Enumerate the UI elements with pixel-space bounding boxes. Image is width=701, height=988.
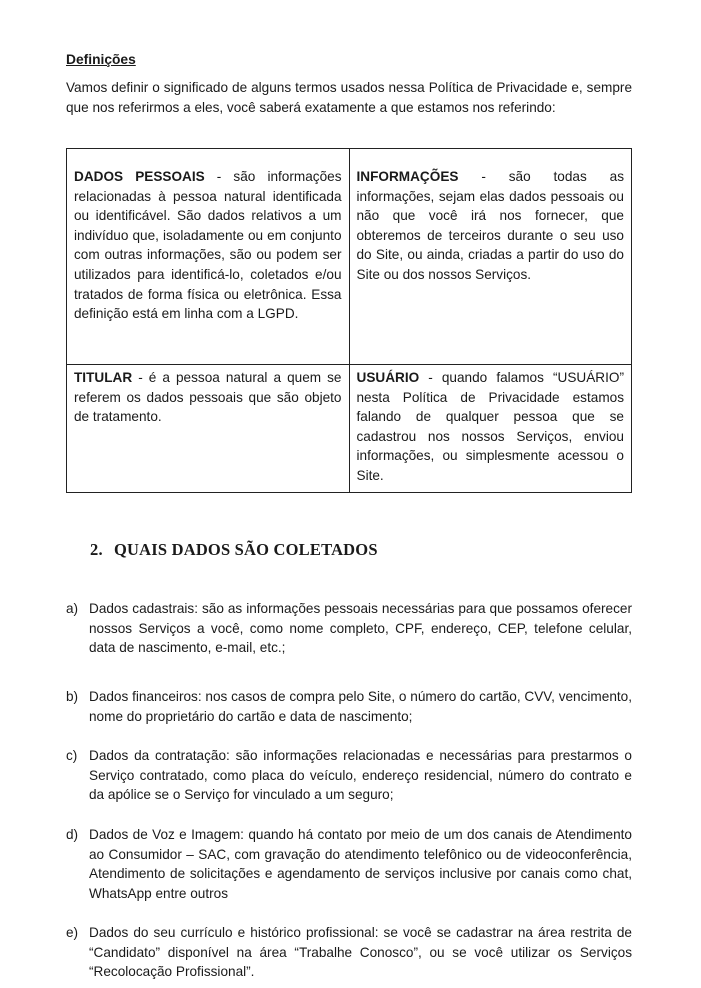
definition-cell-titular xyxy=(67,365,350,493)
list-item-letter: a) xyxy=(66,601,79,616)
list-item-letter: d) xyxy=(66,827,79,842)
section-number: 2. xyxy=(90,540,103,559)
list-item-letter: c) xyxy=(66,748,78,763)
list-item xyxy=(66,825,632,903)
list-item-text: Dados cadastrais: são as informações pessoais necessárias para que possamos oferecer nossos Serviços a você, como nome completo, CPF, endereço, CEP, telefone celular, data de nascimento, e-mail, etc.; xyxy=(89,601,632,656)
term-definition: - são informações relacionadas à pessoa natural identificada ou identificável. São dados relativos a um indivíduo que, isoladamente ou em conjunto com outras informações, são ou podem ser utilizados para identificá-lo, coletados e/ou tratados de forma física ou eletrônica. Essa definição está em linha com a LGPD. xyxy=(74,169,342,322)
definition-cell-dados-pessoais xyxy=(67,149,350,365)
list-item xyxy=(66,746,632,805)
list-item-text: Dados da contratação: são informações relacionadas e necessárias para prestarmos o Serviço contratado, como placa do veículo, endereço residencial, número do contrato e da apólice se o Serviço for vinculado a um seguro; xyxy=(89,748,632,803)
definitions-heading: Definições xyxy=(66,52,136,67)
term-label: DADOS PESSOAIS xyxy=(74,169,205,184)
list-item-text: Dados de Voz e Imagem: quando há contato por meio de um dos canais de Atendimento ao Consumidor – SAC, com gravação do atendimento telefônico ou de videoconferência, Atendimento de solicitações e agendamento de serviços inclusive por canais como chat, WhatsApp entre outros xyxy=(89,827,632,901)
term-definition: - é a pessoa natural a quem se referem os dados pessoais que são objeto de tratamento. xyxy=(74,370,342,425)
table-row xyxy=(67,149,632,365)
term-label: TITULAR xyxy=(74,370,133,385)
definitions-table xyxy=(66,148,632,493)
list-item-text: Dados do seu currículo e histórico profissional: se você se cadastrar na área restrita de “Candidato” disponível na área “Trabalhe Conosco”, ou se você utilizar os Serviços “Recolocação Profissional”. xyxy=(89,925,632,980)
section-title: QUAIS DADOS SÃO COLETADOS xyxy=(114,540,378,559)
term-definition: - quando falamos “USUÁRIO” nesta Política de Privacidade estamos falando de qualquer pessoa que se cadastrou nos nossos Serviços, enviou informações, ou simplesmente acessou o Site. xyxy=(356,370,624,483)
list-item xyxy=(66,687,632,726)
list-item xyxy=(66,599,632,658)
definition-cell-informacoes xyxy=(349,149,632,365)
section-heading xyxy=(90,540,378,560)
list-item xyxy=(66,923,632,982)
term-definition: - são todas as informações, sejam elas dados pessoais ou não que você irá nos fornecer, que obteremos de terceiros durante o seu uso do Site, ou ainda, criadas a partir do uso do Site ou dos nossos Serviços. xyxy=(356,169,624,282)
list-item-text: Dados financeiros: nos casos de compra pelo Site, o número do cartão, CVV, vencimento, nome do proprietário do cartão e data de nascimento; xyxy=(89,689,632,724)
definition-cell-usuario xyxy=(349,365,632,493)
table-row xyxy=(67,365,632,493)
list-item-letter: b) xyxy=(66,689,79,704)
term-label: INFORMAÇÕES xyxy=(356,169,459,184)
term-label: USUÁRIO xyxy=(356,370,420,385)
list-item-letter: e) xyxy=(66,925,79,940)
definitions-intro: Vamos definir o significado de alguns termos usados nessa Política de Privacidade e, sempre que nos referirmos a eles, você saberá exatamente a que estamos nos referindo: xyxy=(66,80,632,115)
